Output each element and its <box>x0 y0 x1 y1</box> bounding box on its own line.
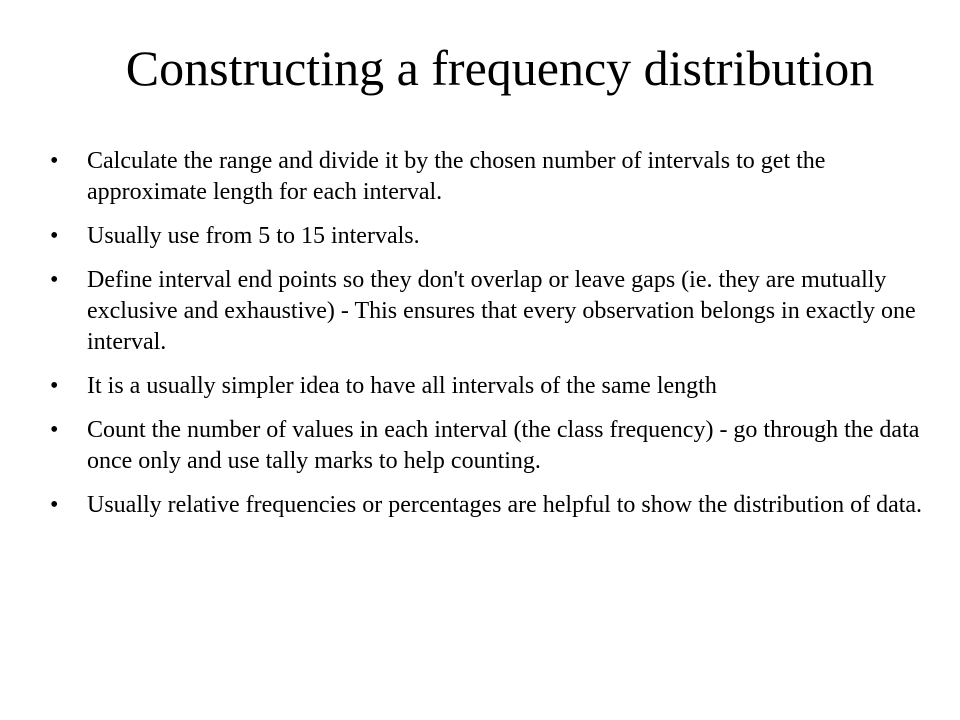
bullet-icon: • <box>50 223 59 249</box>
bullet-item <box>50 146 950 208</box>
bullet-icon: • <box>50 373 59 399</box>
slide-title: Constructing a frequency distribution <box>125 40 875 96</box>
bullet-text: Define interval end points so they don't overlap or leave gaps (ie. they are mutually exclusive and exhaustive) - This ensures that every observation belongs in exactly one interval. <box>87 267 916 355</box>
bullet-item <box>50 221 950 252</box>
bullet-icon: • <box>50 492 59 518</box>
bullet-icon: • <box>50 148 59 174</box>
bullet-list <box>50 146 950 534</box>
bullet-item <box>50 265 950 358</box>
bullet-item <box>50 371 950 402</box>
bullet-text: It is a usually simpler idea to have all intervals of the same length <box>87 373 717 399</box>
bullet-icon: • <box>50 267 59 293</box>
bullet-icon: • <box>50 417 59 443</box>
bullet-text: Calculate the range and divide it by the chosen number of intervals to get the approximate length for each interval. <box>87 148 826 205</box>
bullet-item <box>50 490 950 521</box>
bullet-text: Count the number of values in each interval (the class frequency) - go through the data once only and use tally marks to help counting. <box>87 417 920 474</box>
bullet-item <box>50 415 950 477</box>
bullet-text: Usually use from 5 to 15 intervals. <box>87 223 420 249</box>
bullet-text: Usually relative frequencies or percentages are helpful to show the distribution of data. <box>87 492 923 518</box>
